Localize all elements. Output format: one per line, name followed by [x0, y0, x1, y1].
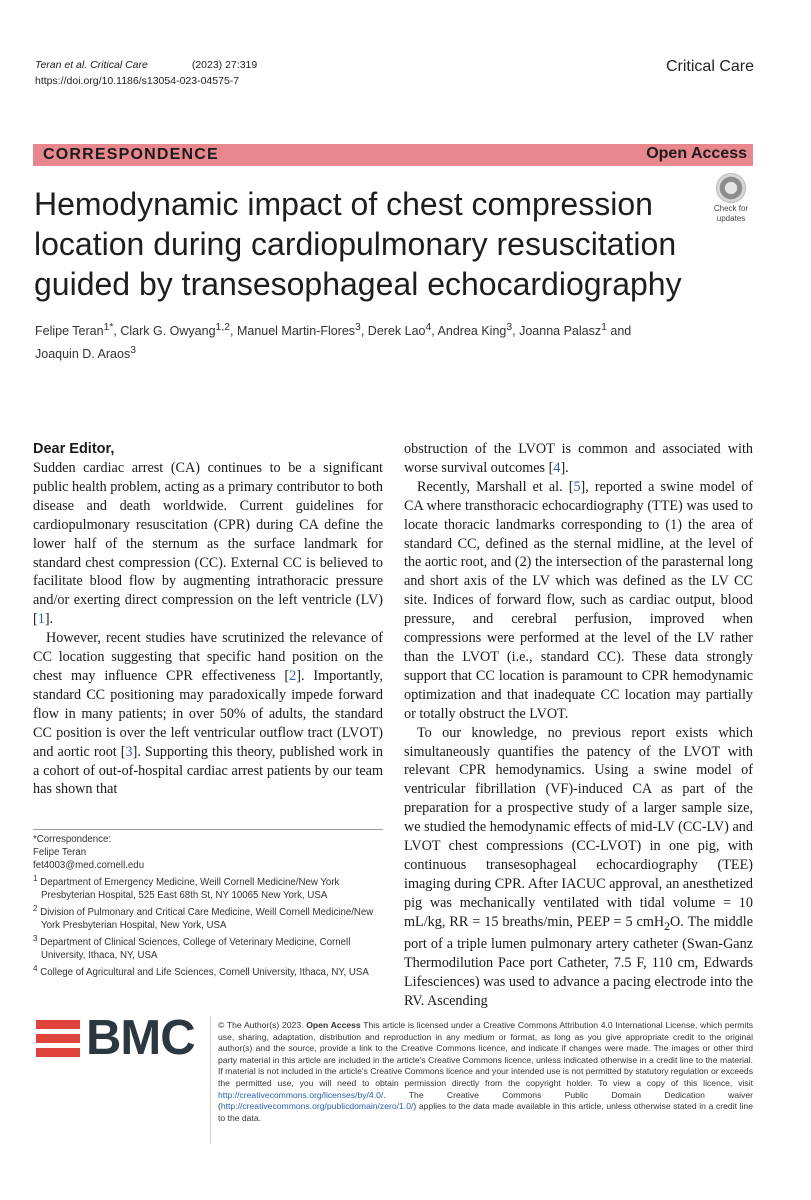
journal-name: Critical Care — [665, 58, 754, 75]
citation-link[interactable]: 2 — [289, 667, 297, 684]
author-affiliation: 1* — [103, 322, 114, 333]
section-banner — [33, 144, 753, 166]
paragraph: obstruction of the LVOT is common and associated with worse survival outcomes [4]. — [404, 441, 753, 476]
waiver-link[interactable]: http://creativecommons.org/publicdomain/zero/1.0/ — [220, 1101, 414, 1112]
paragraph: To our knowledge, no previous report exists which simultaneously quantifies the patency of the LVOT with relevant CPR hemodynamics. Using a swine model of ventricular fibrillation (VF)-induced CA as part of the preparation for a prospective study of a larger sample size, we studied the hemodynamic effects of mid-LV (CC-LV) and LVOT chest compressions (CC-LVOT) in one pig, with continuous transesophageal echocardiography (TEE) imaging during CPR. After IACUC approval, an anesthetized pig was mechanically ventilated with tidal volume = 10 mL/kg, RR = 15 breaths/min, PEEP = 5 cmH$_2$O. The middle port of a triple lumen pulmonary artery catheter (Swan-Ganz Thermodilution Pace port Catheter, 7.5 F, 110 cm, Edwards Lifesciences) was used to advance a pacing electrode into the RV. Ascending — [404, 724, 754, 1010]
paragraph: Recently, Marshall et al. [5], reported a swine model of CA where transthoracic echocardiography (TTE) was used to locate thoracic landmarks corresponding to (1) the area of standard CC, defined as the sternal midline, at the level of the aortic root, and (2) the intersection of the parasternal long and short axis of the LV which was defined as the LV CC site. Indices of forward flow, such as cardiac output, blood pressure, and cerebral perfusion, improved when compressions were performed at the level of the LV rather than the LVOT (i.e., standard CC). These data strongly support that CC location is paramount to CPR hemodynamic optimization and that inadequate CC location may partially or totally obstruct the LVOT. — [404, 478, 753, 722]
running-header — [35, 57, 257, 89]
author-affiliation: 1 — [601, 322, 607, 333]
header-doi[interactable]: https://doi.org/10.1186/s13054-023-04575-7 — [35, 75, 240, 87]
author-affiliation: 3 — [355, 322, 361, 333]
citation-link[interactable]: 5 — [573, 478, 581, 495]
body-column-right — [404, 440, 753, 1011]
correspondence-email[interactable]: fet4003@med.cornell.edu — [33, 859, 145, 871]
citation-link[interactable]: 4 — [553, 459, 561, 476]
author-list: Felipe Teran$^{1*}$, Clark G. Owyang$^{1,2}$, Manuel Martin-Flores$^3$, Derek Lao$^4$, Andrea King$^3$, Joanna Palasz$^1$ and Joaquin D. Araos$^3$ — [35, 322, 632, 362]
author: Andrea King — [437, 324, 507, 339]
author: Joaquin D. Araos — [35, 347, 131, 362]
section-label: CORRESPONDENCE — [43, 146, 219, 163]
license-link[interactable]: http://creativecommons.org/licenses/by/4.0/ — [218, 1089, 384, 1100]
check-updates-line2: updates — [716, 214, 746, 223]
body-column-left — [33, 440, 383, 799]
citation-link[interactable]: 3 — [125, 743, 133, 760]
citation-link[interactable]: 1 — [37, 611, 45, 628]
affiliation: $^4$ College of Agricultural and Life Sciences, Cornell University, Ithaca, NY, USA — [33, 963, 369, 979]
affiliation: $^2$ Division of Pulmonary and Critical Care Medicine, Weill Cornell Medicine/New York Presbyterian Hospital, New York, USA — [33, 903, 374, 931]
publisher-name: BMC — [86, 1011, 195, 1065]
author: Derek Lao — [367, 324, 426, 339]
salutation: Dear Editor, — [33, 441, 115, 457]
article-title: Hemodynamic impact of chest compression location during cardiopulmonary resuscitation guided by transesophageal echocardiography — [34, 186, 682, 302]
affiliation: $^1$ Department of Emergency Medicine, Weill Cornell Medicine/New York Presbyterian Hospital, 525 East 68th St, NY 10065 New York, USA — [33, 873, 340, 901]
author: Clark G. Owyang — [120, 324, 216, 339]
footnote-divider — [33, 829, 383, 830]
author-affiliation: 4 — [425, 322, 432, 333]
paragraph: However, recent studies have scrutinized the relevance of CC location suggesting that specific hand position on the chest may influence CPR effectiveness [2]. Importantly, standard CC positioning may paradoxically impede forward flow in many patients; in over 50% of adults, the standard CC position is over the left ventricular outflow tract (LVOT) and aortic root [3]. Supporting this theory, published work in a cohort of out-of-hospital cardiac arrest patients by our team has shown that — [33, 630, 383, 798]
author-conjunction: and — [610, 324, 632, 339]
correspondence-label: *Correspondence: — [33, 834, 112, 845]
bmc-logo-icon — [36, 1020, 80, 1058]
author: Joanna Palasz — [519, 324, 602, 339]
license-text: © The Author(s) 2023. Open Access This article is licensed under a Creative Commons Attribution 4.0 International License, which permits use, sharing, adaptation, distribution and reproduction in any medium or format, as long as you give appropriate credit to the original author(s) and the source, provide a link to the Creative Commons licence, and indicate if changes were made. The images or other third party material in this article are included in the article's Creative Commons licence, unless indicated otherwise in a credit line to the material. If material is not included in the article's Creative Commons licence and your intended use is not permitted by statutory regulation or exceeds the permitted use, you will need to obtain permission directly from the copyright holder. To view a copy of this licence, visit http://creativecommons.org/licenses/by/4.0/. The Creative Commons Public Domain Dedication waiver (http://creativecommons.org/publicdomain/zero/1.0/) applies to the data made available in this article, unless otherwise stated in a credit line to the data. — [218, 1020, 753, 1123]
license-divider — [210, 1016, 211, 1144]
open-access-label: Open Access — [646, 145, 747, 162]
check-updates-line1: Check for — [713, 204, 749, 213]
header-year-volume: (2023) 27:319 — [191, 59, 258, 71]
paragraph: Sudden cardiac arrest (CA) continues to be a significant public health problem, acting as a primary contributor to both disease and death worldwide. Current guidelines for cardiopulmonary resuscitation (CPR) during CA define the lower half of the sternum as the surface landmark for standard chest compression (CC). External CC is believed to facilitate blood flow by augmenting intrathoracic pressure and/or exerting direct compression on the left ventricle (LV) [1]. — [33, 460, 383, 628]
author: Felipe Teran — [35, 324, 104, 339]
author-affiliation: 3 — [130, 345, 136, 357]
correspondence-name: Felipe Teran — [33, 846, 87, 858]
author-affiliation: 1,2 — [215, 322, 230, 333]
affiliation: $^3$ Department of Clinical Sciences, College of Veterinary Medicine, Cornell University, Ithaca, NY, USA — [33, 933, 351, 961]
author: Manuel Martin-Flores — [236, 324, 356, 339]
correspondence-footnote — [33, 834, 383, 980]
author-affiliation: 3 — [506, 322, 513, 333]
header-citation: Teran et al. Critical Care — [35, 59, 148, 71]
